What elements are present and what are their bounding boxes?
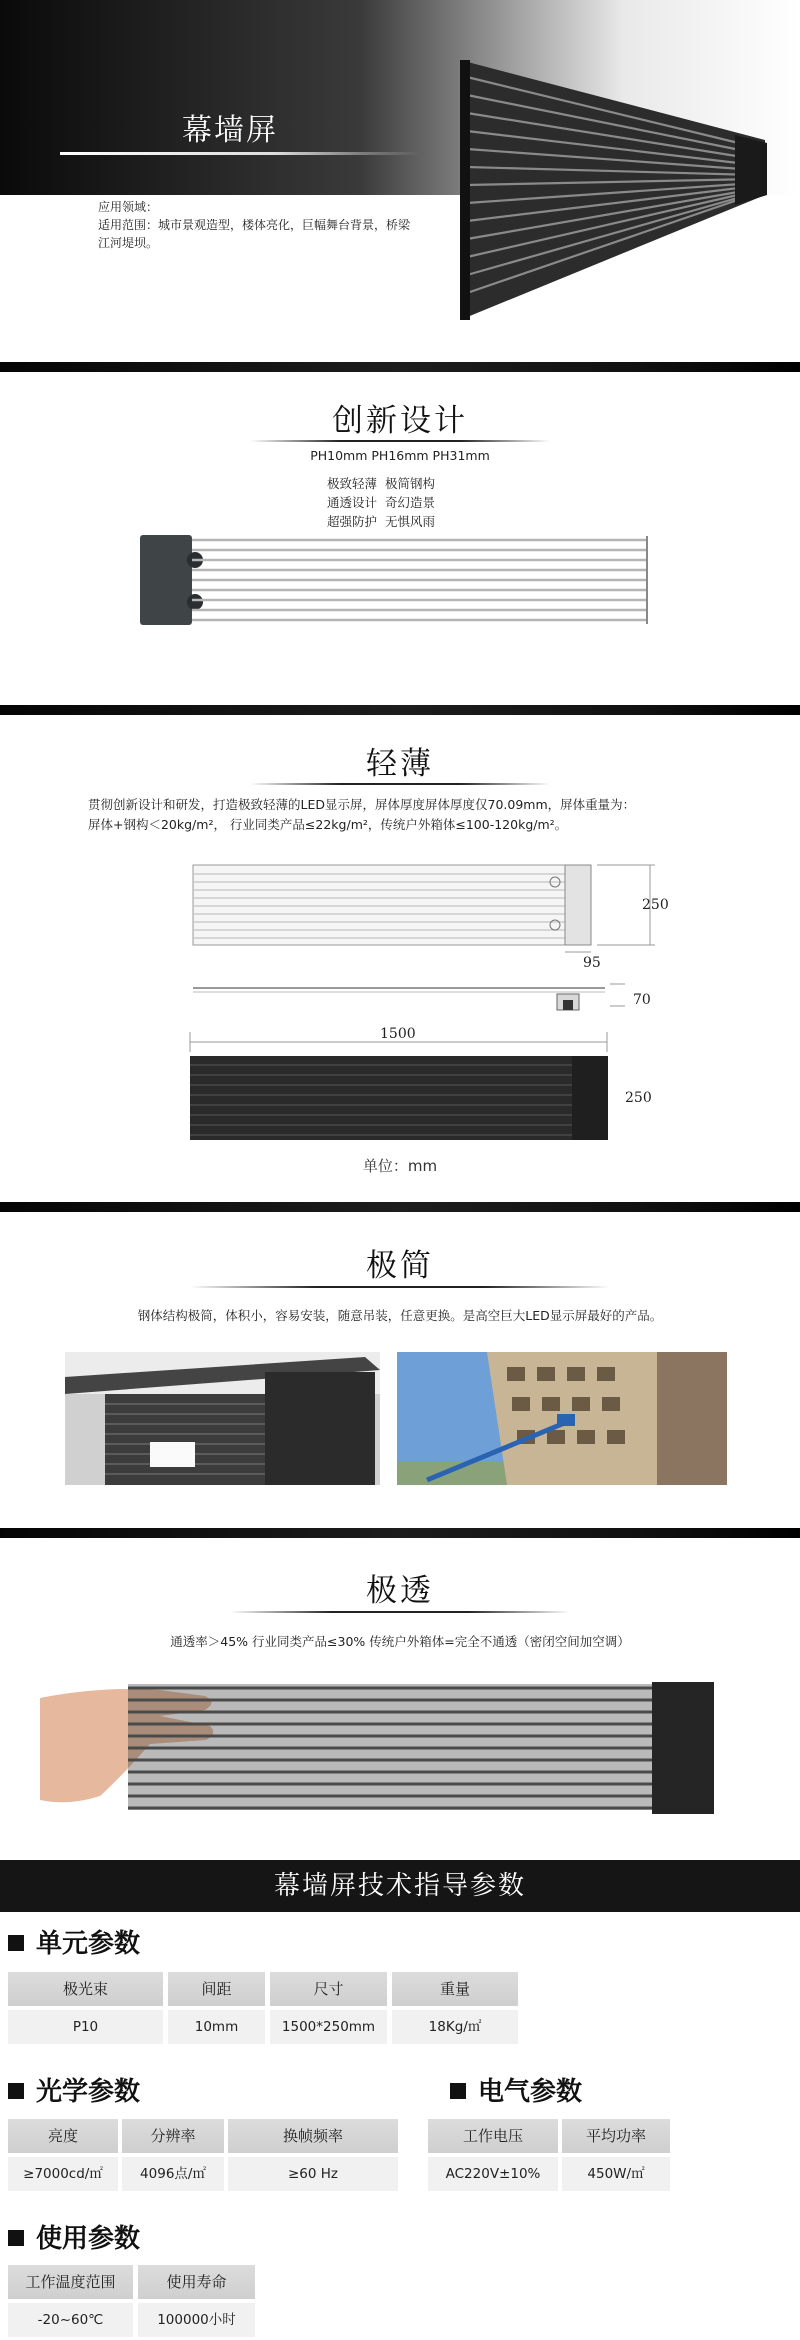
square-bullet-icon — [8, 2230, 24, 2246]
dimension-width: 1500 — [380, 1026, 416, 1042]
unit-label: 单位：mm — [362, 1157, 438, 1175]
side-view-drawing — [185, 980, 665, 1020]
optical-section-title: 光学参数 — [36, 2077, 141, 2107]
dimension-side: 95 — [583, 955, 601, 971]
section-separator — [0, 1528, 800, 1538]
electric-section-title: 电气参数 — [478, 2077, 583, 2107]
light-para2: 屏体+钢构＜20kg/m²， 行业同类产品≤22kg/m²，传统户外箱体≤100-120kg/m²。 — [88, 817, 568, 832]
usage-section-title: 使用参数 — [36, 2224, 141, 2254]
unit-section-title: 单元参数 — [36, 1929, 141, 1959]
light-description — [88, 795, 708, 835]
table-cell: 10mm — [168, 2010, 265, 2044]
table-cell: 4096点/㎡ — [122, 2157, 224, 2191]
transparent-title: 极透 — [366, 1573, 434, 1609]
front-view-drawing — [185, 860, 685, 990]
table-header: 间距 — [168, 1972, 265, 2006]
installation-photo-left — [65, 1352, 380, 1485]
hero-led-panel-image — [455, 55, 775, 325]
transparent-title-line — [230, 1611, 570, 1613]
dimension-height2: 250 — [625, 1090, 652, 1106]
table-cell: 100000小时 — [138, 2303, 255, 2337]
dimension-thickness: 70 — [633, 992, 651, 1008]
table-header: 工作温度范围 — [8, 2265, 133, 2299]
light-title: 轻薄 — [366, 746, 434, 782]
feature-text: 奇幻造景 — [385, 495, 436, 510]
feature-text: 通透设计 — [327, 495, 378, 510]
innovation-pitches: PH10mm PH16mm PH31mm — [310, 448, 490, 463]
table-header: 亮度 — [8, 2119, 118, 2153]
table-cell: 1500*250mm — [270, 2010, 387, 2044]
table-header: 重量 — [392, 1972, 518, 2006]
table-header: 极光束 — [8, 1972, 163, 2006]
table-cell: ≥7000cd/㎡ — [8, 2157, 118, 2191]
dimension-height: 250 — [642, 897, 669, 913]
application-label: 应用领域： — [98, 200, 159, 214]
simple-title: 极简 — [366, 1248, 434, 1284]
table-header: 分辨率 — [122, 2119, 224, 2153]
feature-text: 无惧风雨 — [385, 514, 436, 529]
table-cell: P10 — [8, 2010, 163, 2044]
feature-text: 极简钢构 — [385, 476, 436, 491]
table-cell: AC220V±10% — [428, 2157, 558, 2191]
square-bullet-icon — [450, 2083, 466, 2099]
table-cell: 450W/㎡ — [562, 2157, 670, 2191]
table-header: 换帧频率 — [228, 2119, 398, 2153]
light-para1: 贯彻创新设计和研发，打造极致轻薄的LED显示屏，屏体厚度屏体厚度仅70.09mm，屏体重量为： — [88, 797, 636, 812]
hero-title-underline — [60, 152, 420, 155]
simple-title-line — [190, 1286, 610, 1288]
table-header: 平均功率 — [562, 2119, 670, 2153]
electric-section-heading — [450, 2071, 582, 2108]
usage-section-heading — [8, 2218, 140, 2255]
square-bullet-icon — [8, 1935, 24, 1951]
hero-title: 幕墙屏 — [182, 113, 278, 148]
optical-section-heading — [8, 2071, 140, 2108]
transparency-demo-image — [40, 1668, 720, 1820]
simple-description: 钢体结构极简，体积小，容易安装，随意吊装，任意更换。是高空巨大LED显示屏最好的产品。 — [137, 1308, 663, 1323]
innovation-features — [327, 474, 443, 531]
unit-section-heading — [8, 1923, 140, 1960]
innovation-title-line — [250, 440, 550, 442]
back-view-drawing — [185, 1030, 615, 1150]
spec-banner: 幕墙屏技术指导参数 — [0, 1860, 800, 1912]
section-separator — [0, 705, 800, 715]
innovation-title: 创新设计 — [332, 403, 468, 439]
feature-text: 极致轻薄 — [327, 476, 378, 491]
table-cell: -20~60℃ — [8, 2303, 133, 2337]
application-description — [98, 198, 418, 252]
table-header: 尺寸 — [270, 1972, 387, 2006]
application-text: 适用范围：城市景观造型，楼体亮化，巨幅舞台背景，桥梁江河堤坝。 — [98, 218, 411, 250]
square-bullet-icon — [8, 2083, 24, 2099]
transparent-description: 通透率＞45% 行业同类产品≤30% 传统户外箱体=完全不通透（密闭空间加空调） — [170, 1634, 630, 1649]
section-separator — [0, 362, 800, 372]
table-cell: ≥60 Hz — [228, 2157, 398, 2191]
table-header: 工作电压 — [428, 2119, 558, 2153]
section-separator — [0, 1202, 800, 1212]
feature-text: 超强防护 — [327, 514, 378, 529]
installation-photo-right — [397, 1352, 727, 1485]
table-header: 使用寿命 — [138, 2265, 255, 2299]
table-cell: 18Kg/㎡ — [392, 2010, 518, 2044]
innovation-product-image — [135, 530, 655, 630]
light-title-line — [250, 783, 550, 785]
